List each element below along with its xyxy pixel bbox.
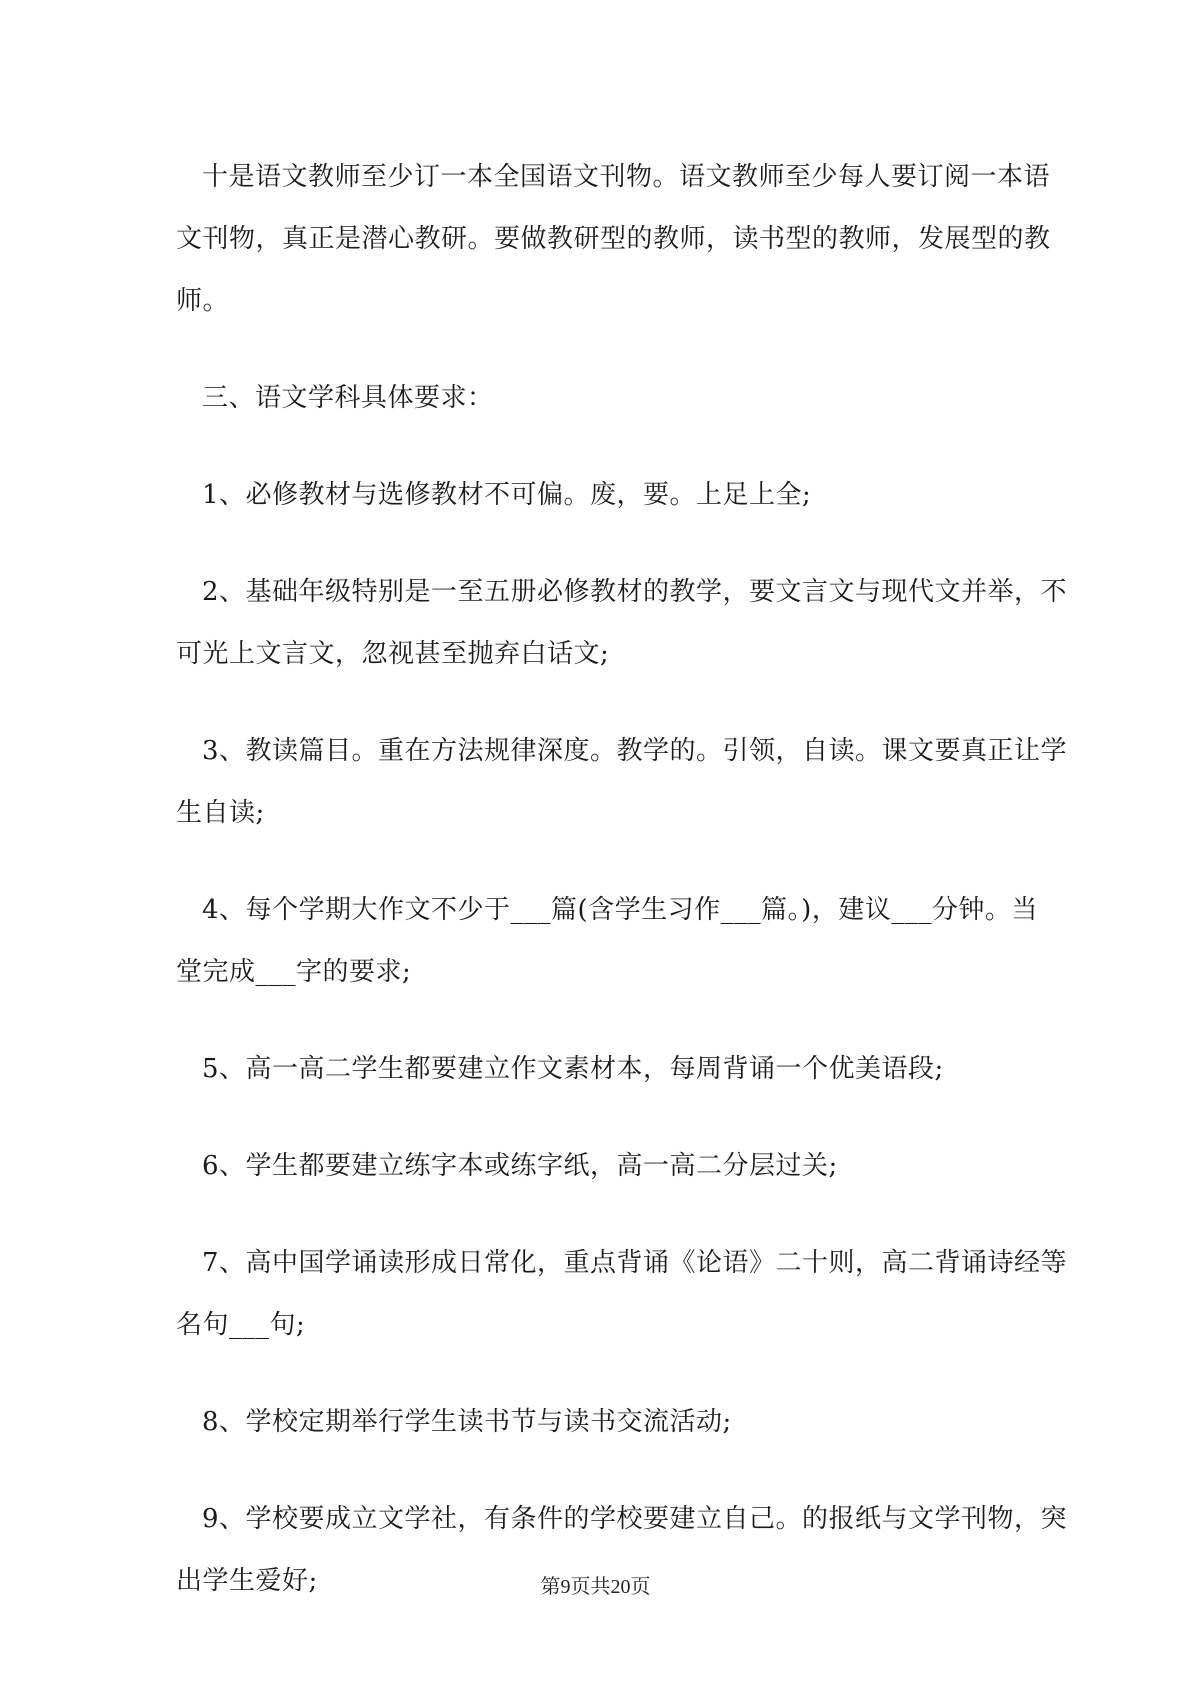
- text-line: 三、语文学科具体要求：: [202, 383, 494, 413]
- text-line: 9、学校要成立文学社，有条件的学校要建立自己。的报纸与文学刊物，突: [202, 1504, 1068, 1534]
- text-line: 堂完成___字的要求;: [176, 957, 412, 987]
- text-line: 4、每个学期大作文不少于___篇(含学生习作___篇。)，建议___分钟。当: [202, 895, 1038, 925]
- section-heading: [150, 367, 1070, 429]
- list-item-1: [150, 464, 1070, 526]
- document-body: [150, 146, 1070, 1647]
- list-item-6: [150, 1135, 1070, 1197]
- list-item-8: [150, 1391, 1070, 1453]
- text-line: 可光上文言文，忽视甚至抛弃白话文;: [176, 639, 610, 669]
- list-item-3: [150, 720, 1070, 844]
- text-line: 名句___句;: [176, 1310, 306, 1340]
- text-line: 2、基础年级特别是一至五册必修教材的教学，要文言文与现代文并举，不: [202, 577, 1068, 607]
- text-line: 5、高一高二学生都要建立作文素材本，每周背诵一个优美语段;: [202, 1054, 944, 1084]
- page-number-footer: 第9页共20页: [540, 1576, 651, 1598]
- list-item-4: [150, 879, 1070, 1003]
- text-line: 6、学生都要建立练字本或练字纸，高一高二分层过关;: [202, 1151, 838, 1181]
- text-line: 生自读;: [176, 798, 265, 828]
- text-line: 3、教读篇目。重在方法规律深度。教学的。引领，自读。课文要真正让学: [202, 736, 1068, 766]
- text-line: 师。: [176, 286, 230, 316]
- list-item-7: [150, 1232, 1070, 1356]
- text-line: 十是语文教师至少订一本全国语文刊物。语文教师至少每人要订阅一本语: [202, 162, 1051, 192]
- text-line: 8、学校定期举行学生读书节与读书交流活动;: [202, 1407, 732, 1437]
- list-item-5: [150, 1038, 1070, 1100]
- list-item-2: [150, 561, 1070, 685]
- text-line: 7、高中国学诵读形成日常化，重点背诵《论语》二十则，高二背诵诗经等: [202, 1248, 1068, 1278]
- text-line: 文刊物，真正是潜心教研。要做教研型的教师，读书型的教师，发展型的教: [176, 224, 1051, 254]
- text-line: 1、必修教材与选修教材不可偏。废，要。上足上全;: [202, 480, 812, 510]
- text-line: 出学生爱好;: [176, 1566, 318, 1596]
- paragraph-teacher-subscription: [150, 146, 1070, 332]
